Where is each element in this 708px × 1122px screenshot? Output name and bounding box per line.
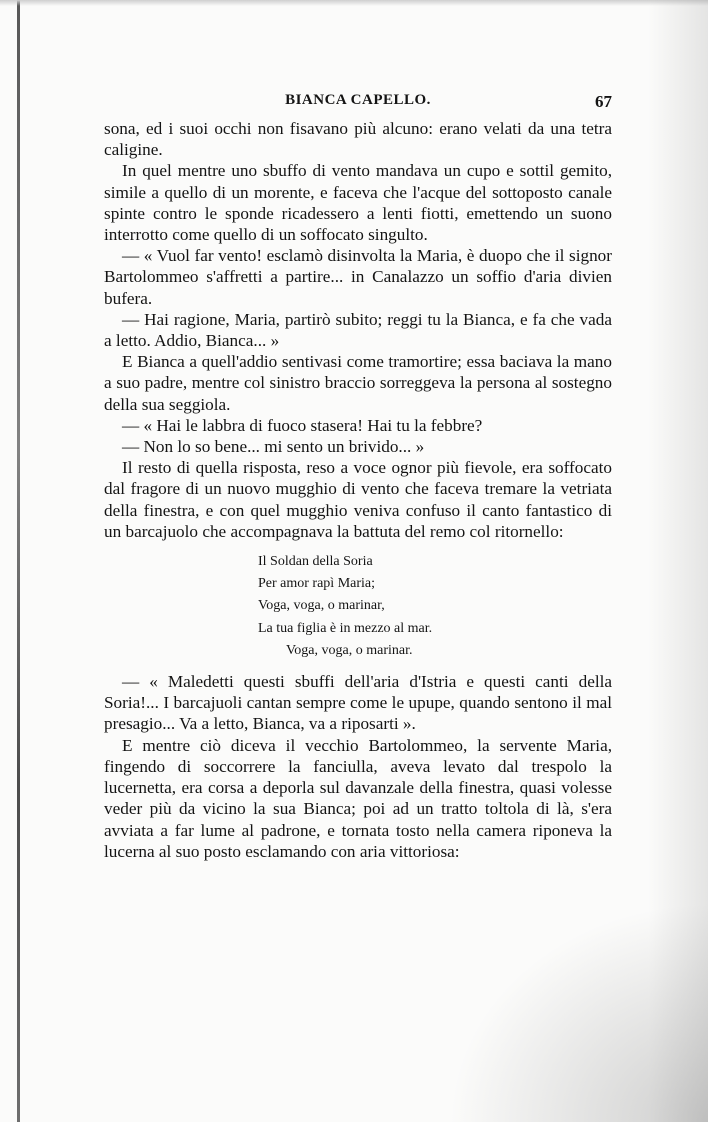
running-head: BIANCA CAPELLO.	[285, 92, 431, 108]
binding-edge	[17, 0, 20, 1122]
paragraph: In quel mentre uno sbuffo di vento mandava un cupo e sottil gemito, simile a quello di un morente, e faceva che l'acque del sottoposto canale spinte contro le sponde ricadessero a lenti fiotti, emettendo un suono interrotto come quello di un soffocato singulto.	[104, 161, 612, 245]
paragraph: — « Maledetti questi sbuffi dell'aria d'Istria e questi canti della Soria!... I barcajuoli cantan sempre come le upupe, quando sentono il mal presagio... Va a letto, Bianca, va a riposarti ».	[104, 672, 612, 734]
verse-line: Voga, voga, o marinar.	[286, 642, 413, 658]
page-top-edge	[0, 0, 708, 6]
page-header	[104, 92, 612, 116]
paragraph: E mentre ciò diceva il vecchio Bartolommeo, la servente Maria, fingendo di soccorrere la fanciulla, aveva levato dal trespolo la lucernetta, era corsa a deporla sul davanzale della finestra, quasi volesse veder più da vicino la sua Bianca; poi ad un tratto toltola di là, s'era avviata a far lume al padrone, e tornata tosto nella camera riponeva la lucerna al suo posto esclamando con aria vittoriosa:	[104, 735, 612, 861]
verse-line: La tua figlia è in mezzo al mar.	[258, 620, 433, 636]
paragraph: — « Hai le labbra di fuoco stasera! Hai tu la febbre?	[122, 415, 483, 435]
verse-line: Il Soldan della Soria	[258, 554, 373, 570]
body-text	[104, 118, 612, 862]
paragraph: — Hai ragione, Maria, partirò subito; reggi tu la Bianca, e fa che vada a letto. Addio, Bianca... »	[104, 309, 612, 351]
paragraph: Il resto di quella risposta, reso a voce ognor più fievole, era soffocato dal fragore di un nuovo mugghio di vento che faceva tremare la vetriata della finestra, e con quel mugghio veniva confuso il canto fantastico di un barcajuolo che accompagnava la battuta del remo col ritornello:	[104, 458, 612, 541]
paragraph: — « Vuol far vento! esclamò disinvolta la Maria, è duopo che il signor Bartolommeo s'affretti a partire... in Canalazzo un soffio d'aria divien bufera.	[104, 246, 612, 308]
page-number: 67	[595, 92, 612, 111]
paragraph: E Bianca a quell'addio sentivasi come tramortire; essa baciava la mano a suo padre, mentre col sinistro braccio sorreggeva la persona al sostegno della sua seggiola.	[104, 352, 612, 414]
verse-line: Per amor rapì Maria;	[258, 576, 376, 592]
paragraph: — Non lo so bene... mi sento un brivido... »	[122, 437, 425, 457]
verse-line: Voga, voga, o marinar,	[258, 598, 385, 614]
paragraph: sona, ed i suoi occhi non fisavano più alcuno: erano velati da una tetra caligine.	[104, 119, 612, 160]
verse-block	[258, 551, 612, 662]
page-corner-stain	[448, 902, 708, 1122]
